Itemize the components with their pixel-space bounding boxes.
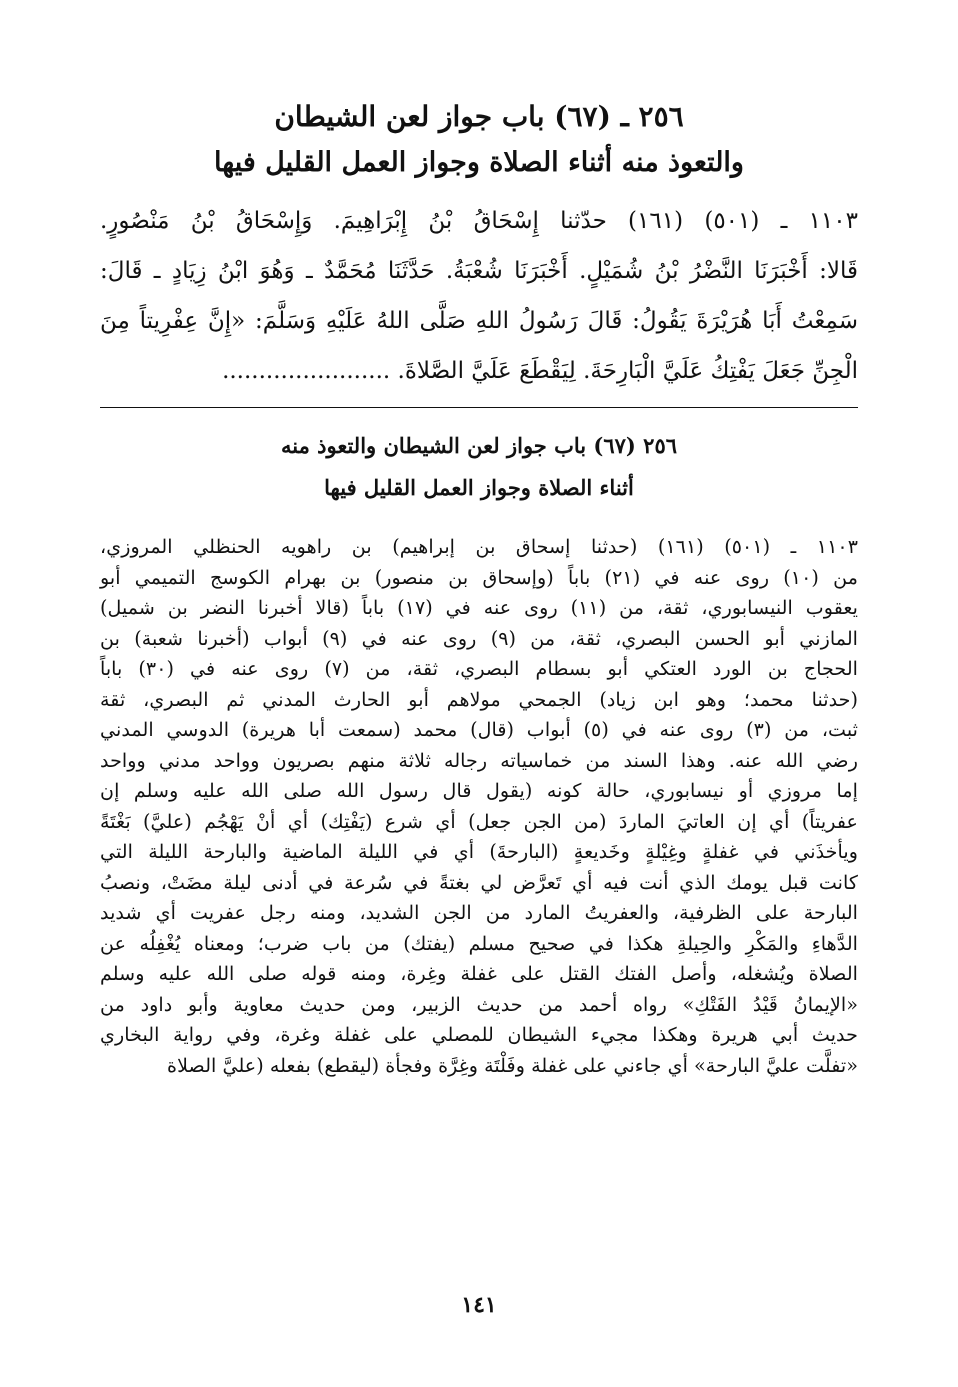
chapter-title-line-1: ٢٥٦ ـ (٦٧) باب جواز لعن الشيطان bbox=[274, 100, 684, 133]
hadith-line: ١١٠٣ ـ (٥٠١) (١٦١) حدّثنا إِسْحَاقُ بْنُ إِبْرَاهِيمَ. وَإِسْحَاقُ بْنُ مَنْصُورٍ. bbox=[100, 208, 858, 234]
hadith-text bbox=[100, 196, 858, 396]
hadith-line: الْجِنِّ جَعَلَ يَفْتِكُ عَلَيَّ الْبَارِحَةَ. لِيَقْطَعَ عَلَيَّ الصَّلاةَ. ....................... bbox=[222, 358, 858, 384]
commentary-line: ثبت، من (٣) روى عنه في (٥) أبواب (قال) محمد (سمعت أبا هريرة) الدوسي المدني bbox=[100, 718, 859, 741]
commentary-line: رضي الله عنه. وهذا السند من خماسياته رجاله ثلاثة منهم بصريون وواحد مدني وواحد bbox=[100, 748, 858, 772]
commentary-line: حديث أبي هريرة وهكذا مجيء الشيطان للمصلي على غفلة وغرة، وفي رواية البخاري bbox=[100, 1023, 858, 1046]
commentary-line: «الإيمانُ قَيْدُ الفَتْكِ» رواه أحمد من حديث الزبير، ومن حديث معاوية وأبو داود من bbox=[100, 992, 858, 1016]
commentary-line: البارحة على الظرفية، والعفريتُ المارد من الجن الشديد، ومنه رجل عفريت أي شديد bbox=[100, 901, 858, 924]
commentary-line: «تفلَّت عليَّ البارحة» أي جاءني على غفلة وفَلْتَة وغِرَّة وفجأة (ليقطع) بفعله (عليَّ الصلاة bbox=[167, 1053, 858, 1077]
section-divider bbox=[100, 407, 858, 408]
commentary-title-line-2: أثناء الصلاة وجواز العمل القليل فيها bbox=[324, 475, 634, 500]
commentary-line: من (١٠) روى عنه في (٢١) باباً (وإسحاق بن منصور) بن بهرام الكوسج التميمي أبو bbox=[100, 565, 859, 589]
commentary-line: الدَّهاءِ والمَكْرِ والحِيلةِ هكذا في صحيح مسلم (يفتك) من باب ضرب؛ ومعناه يُغْفِلُه عن bbox=[100, 931, 858, 955]
commentary-line: الصلاة ويُشغله، وأصل الفتك القتل على غفلة وغِرة، ومنه قوله صلى الله عليه وسلم bbox=[100, 962, 858, 985]
page-number: ١٤١ bbox=[461, 1292, 497, 1318]
hadith-line: قَالا: أَخْبَرَنَا النَّضْرُ بْنُ شُمَيْلٍ. أَخْبَرَنَا شُعْبَةُ. حَدَّثَنَا مُحَمَّدٌ ـ وَهُوَ ابْنُ زِيَادٍ ـ قَالَ: bbox=[100, 258, 858, 284]
commentary-line: المازني أبو الحسن البصري، ثقة، من (٩) روى عنه في (٩) أبواب (أخبرنا شعبة) بن bbox=[100, 626, 858, 650]
commentary-title-line-1: ٢٥٦ (٦٧) باب جواز لعن الشيطان والتعوذ منه bbox=[280, 433, 678, 458]
commentary-line: يعقوب النيسابوري، ثقة، من (١١) روى عنه في (١٧) باباً (قالا أخبرنا النضر بن شميل) bbox=[100, 596, 859, 619]
commentary-line: ويأخذَني في غفلةٍ وغِيْلةٍ وخَديعةٍ (البارحةَ) أي في الليلة الماضية والبارحة الليلة التي bbox=[100, 840, 858, 863]
commentary-text bbox=[100, 532, 858, 1081]
commentary-line: (حدثنا محمد؛ وهو ابن زياد) الجمحي مولاهم أبو الحارث المدني ثم البصري، ثقة bbox=[100, 687, 858, 711]
chapter-title-line-2: والتعوذ منه أثناء الصلاة وجواز العمل القليل فيها bbox=[214, 147, 744, 178]
commentary-line: الحجاج بن الورد العتكي أبو بسطام البصري، ثقة، من (٧) روى عنه في (٣٠) باباً bbox=[100, 657, 858, 680]
commentary-line: إما مروزي أو نيسابوري، حالة كونه (يقول قال رسول الله صلى الله عليه وسلم إن bbox=[100, 779, 858, 802]
hadith-line: سَمِعْتُ أَبَا هُرَيْرَةَ يَقُولُ: قَالَ رَسُولُ اللهِ صَلَّى اللهُ عَلَيْهِ وَسَلَّمَ: «إِنَّ عِفْرِيتاً مِنَ bbox=[100, 308, 858, 334]
commentary-line: كانت قبل يومك الذي أنت فيه أي تَعرَّض لي بغتةً في سُرعة في أدنى ليلة مضَتْ، ونصبُ bbox=[100, 870, 858, 894]
commentary-line: عفريتاً) أي إن العاتيَ الماردَ (من الجن جعل) أي شرع (يَفْتِك) أي أنْ يَهْجُم (عليَّ) بَغْتَةً bbox=[100, 809, 858, 833]
commentary-line: ١١٠٣ ـ (٥٠١) (١٦١) (حدثنا إسحاق بن إبراهيم) بن راهويه الحنظلي المروزي، bbox=[100, 535, 859, 558]
